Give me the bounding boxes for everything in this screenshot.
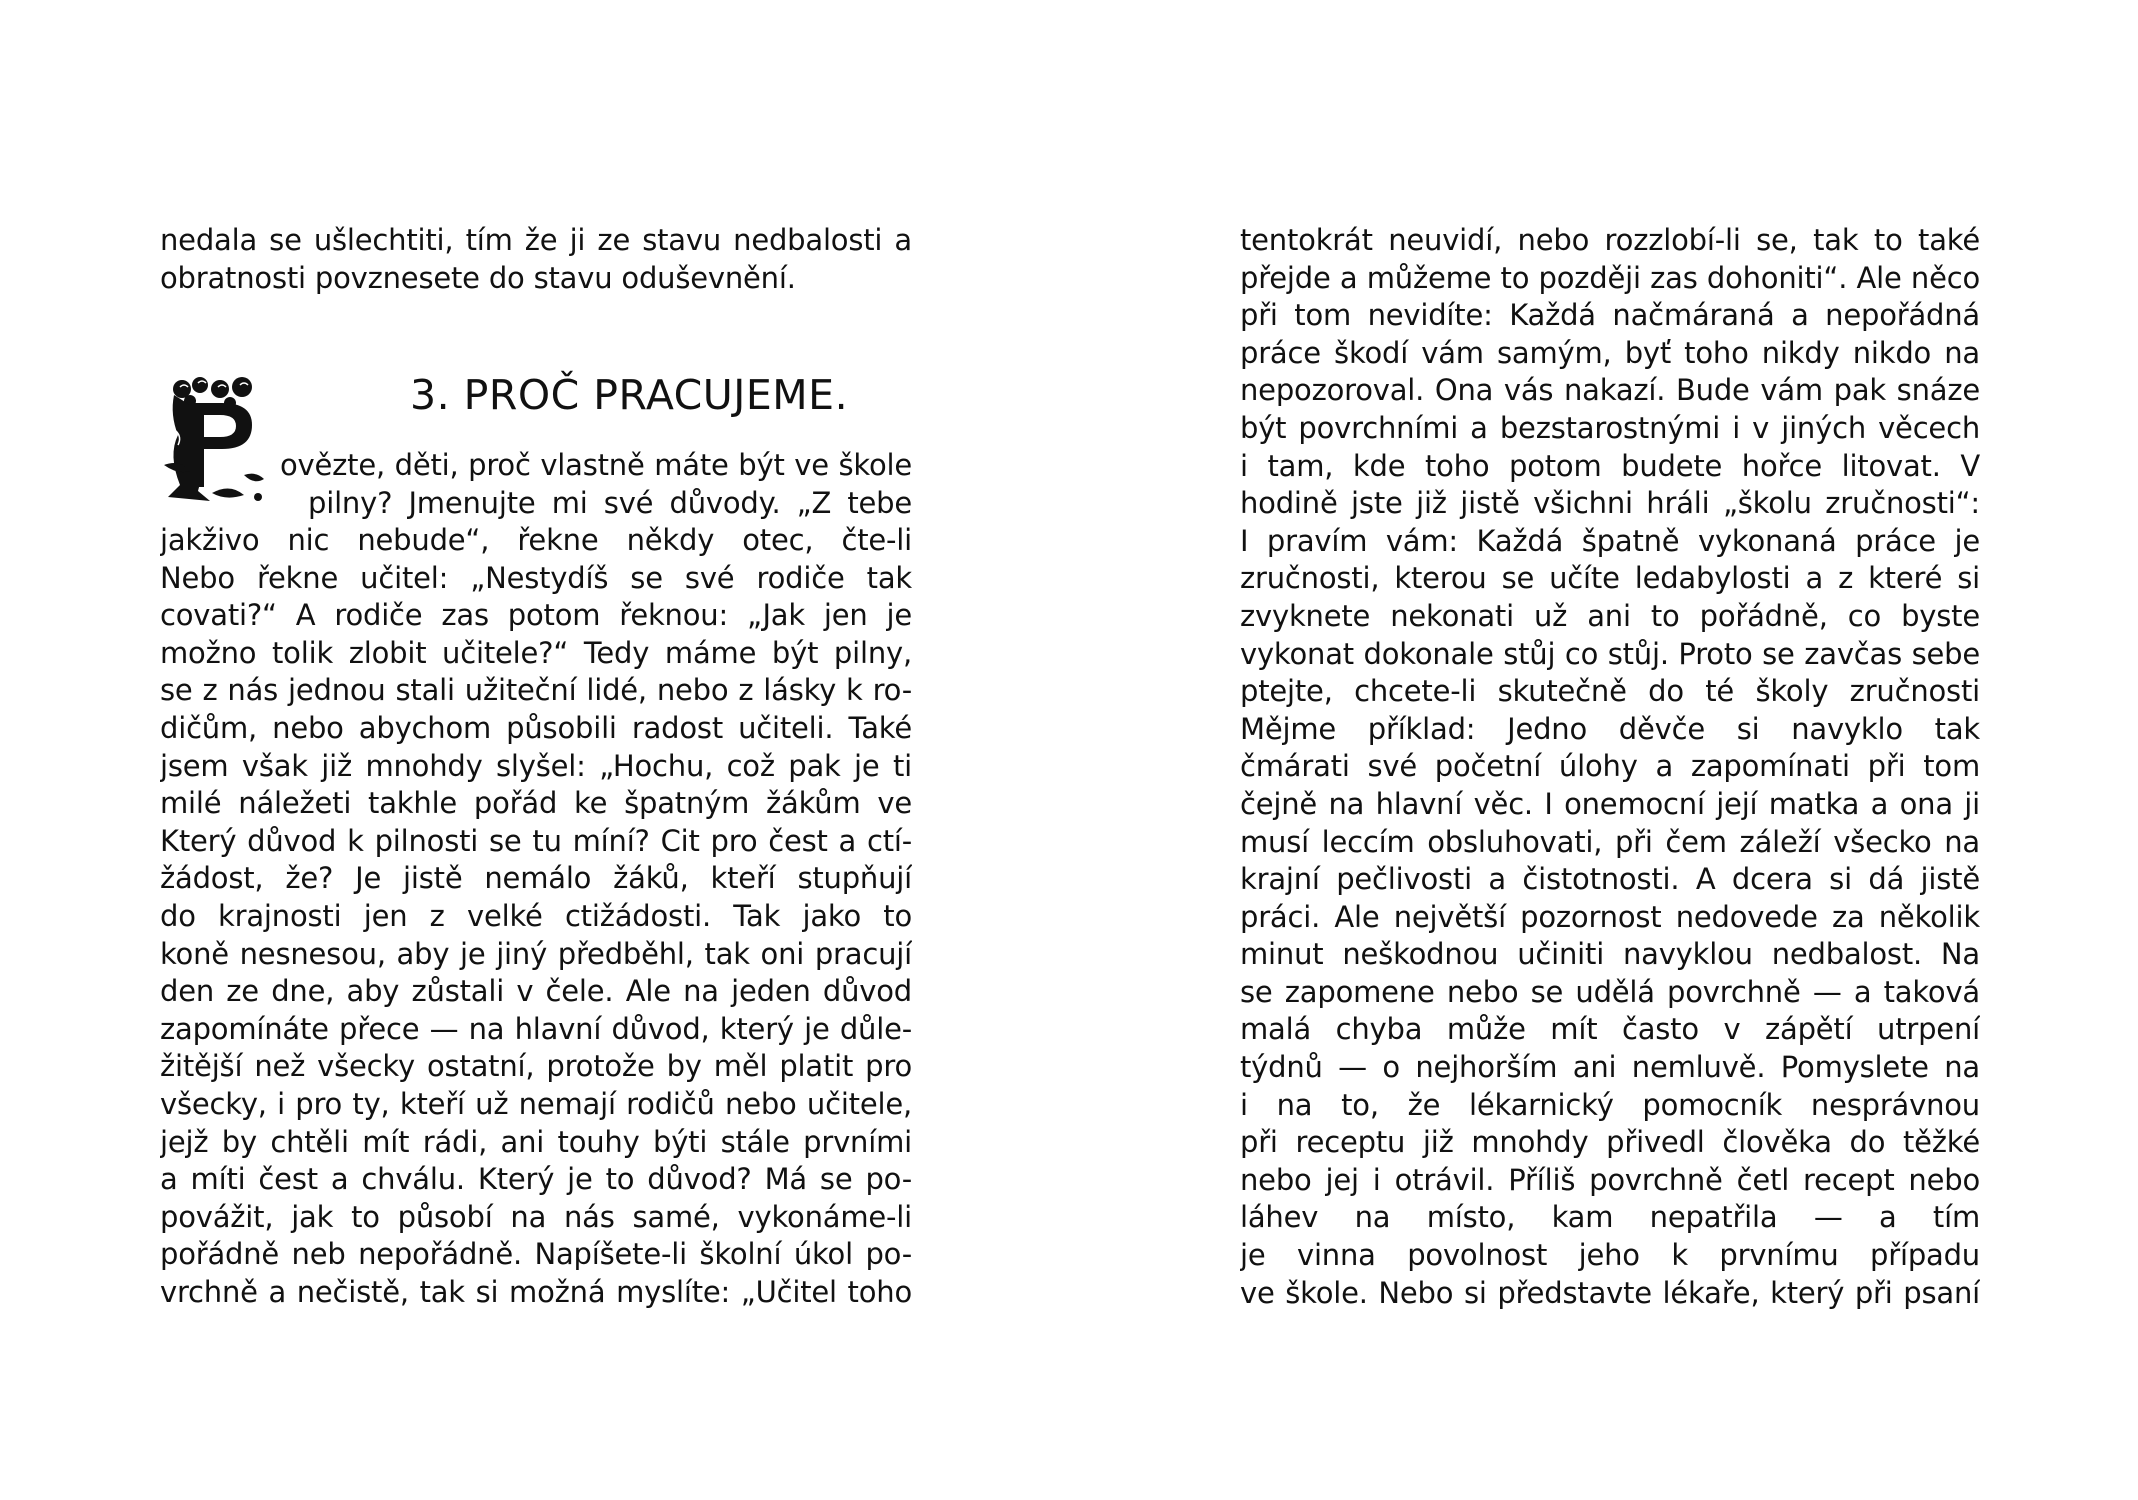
text-line: a míti čest a chválu. Který je to důvod? Má se po- xyxy=(160,1162,912,1197)
text-line: milé náležeti takhle pořád ke špatným žákům ve xyxy=(160,786,912,821)
text-line: se zapomene nebo se udělá povrchně — a taková xyxy=(1240,974,1980,1009)
text-line: týdnů — o nejhorším ani nemluvě. Pomyslete na xyxy=(1240,1050,1980,1085)
indented-text-block xyxy=(280,447,912,522)
text-line: práce škodí vám samým, byť toho nikdy nikdo na xyxy=(1240,335,1980,370)
text-line: tentokrát neuvidí, nebo rozzlobí-li se, tak to také xyxy=(1240,223,1980,257)
text-line: při receptu již mnohdy přivedl člověka do těžké xyxy=(1240,1125,1980,1160)
chapter-heading: 3. PROČ PRACUJEME. xyxy=(410,371,849,419)
text-line: jsem však již mnohdy slyšel: „Hochu, což pak je ti xyxy=(160,748,912,783)
text-line: být povrchními a bezstarostnými i v jiných věcech xyxy=(1240,410,1980,445)
text-line: krajní pečlivosti a čistotnosti. A dcera si dá jistě xyxy=(1240,862,1980,897)
text-line: i tam, kde toho potom budete hořce litovat. V xyxy=(1240,448,1980,483)
text-line: vrchně a nečistě, tak si možná myslíte: „Učitel toho xyxy=(160,1274,912,1309)
right-body-text xyxy=(1240,222,1980,1312)
text-line: je vinna povolnost jeho k prvnímu případu xyxy=(1240,1238,1980,1273)
text-line: do krajnosti jen z velké ctižádosti. Tak jako to xyxy=(160,898,912,933)
text-line: Mějme příklad: Jedno děvče si navyklo tak xyxy=(1240,711,1980,746)
text-line: Nebo řekne učitel: „Nestydíš se své rodiče tak xyxy=(160,560,912,595)
text-line: žitější než všecky ostatní, protože by měl platit pro xyxy=(160,1049,912,1084)
text-line: obratnosti povznesete do stavu oduševnění. xyxy=(160,260,796,295)
text-line: jejž by chtěli mít rádi, ani touhy býti stále prvními xyxy=(160,1124,912,1159)
text-line: koně nesnesou, aby je jiný předběhl, tak oni pracují xyxy=(160,936,912,971)
text-line: nebo jej i otrávil. Příliš povrchně četl recept nebo xyxy=(1240,1162,1980,1197)
text-line: minut neškodnou učiniti navyklou nedbalost. Na xyxy=(1240,937,1980,972)
text-line: přejde a můžeme to později zas dohoniti“. Ale něco xyxy=(1240,260,1980,295)
text-line: se z nás jednou stali užiteční lidé, nebo z lásky k ro- xyxy=(160,673,912,708)
text-line: čejně na hlavní věc. I onemocní její matka a ona ji xyxy=(1240,786,1980,821)
text-line: dičům, nebo abychom působili radost učiteli. Také xyxy=(160,710,912,745)
text-line: zvyknete nekonati už ani to pořádně, co byste xyxy=(1240,598,1980,633)
text-line: i na to, že lékarnický pomocník nesprávnou xyxy=(1240,1087,1980,1122)
text-line: musí leccím obsluhovati, při čem záleží všecko na xyxy=(1240,824,1980,859)
text-line: nedala se ušlechtiti, tím že ji ze stavu nedbalosti a xyxy=(160,223,912,257)
text-line: při tom nevidíte: Každá načmáraná a nepořádná xyxy=(1240,298,1980,333)
text-line: ptejte, chcete-li skutečně do té školy zručnosti xyxy=(1240,674,1980,709)
text-line: ovězte, děti, proč vlastně máte být ve škole xyxy=(280,448,912,482)
text-line: vykonat dokonale stůj co stůj. Proto se zavčas sebe xyxy=(1240,636,1980,671)
decorated-initial-p xyxy=(160,375,280,505)
text-line: zručnosti, kterou se učíte ledabylosti a z které si xyxy=(1240,561,1980,596)
text-line: láhev na místo, kam nepatřila — a tím xyxy=(1240,1200,1980,1235)
text-line: malá chyba může mít často v zápětí utrpení xyxy=(1240,1012,1980,1047)
text-line: Který důvod k pilnosti se tu míní? Cit pro čest a ctí- xyxy=(160,823,912,858)
text-line: zapomínáte přece — na hlavní důvod, který je důle- xyxy=(160,1011,912,1046)
left-intro-text xyxy=(160,222,912,297)
text-line: možno tolik zlobit učitele?“ Tedy máme být pilny, xyxy=(160,635,912,670)
text-line: covati?“ A rodiče zas potom řeknou: „Jak jen je xyxy=(160,598,912,633)
text-line: I pravím vám: Každá špatně vykonaná práce je xyxy=(1240,523,1980,558)
left-body-text xyxy=(160,522,912,1311)
text-line: nepozoroval. Ona vás nakazí. Bude vám pak snáze xyxy=(1240,373,1980,408)
text-line: všecky, i pro ty, kteří už nemají rodičů nebo učitele, xyxy=(160,1086,912,1121)
text-line: jakživo nic nebude“, řekne někdy otec, čte-li xyxy=(160,523,912,557)
text-line: práci. Ale největší pozornost nedovede za několik xyxy=(1240,899,1980,934)
text-line: povážit, jak to působí na nás samé, vykonáme-li xyxy=(160,1199,912,1234)
text-line: pořádně neb nepořádně. Napíšete-li školní úkol po- xyxy=(160,1237,912,1272)
text-line: ve škole. Nebo si představte lékaře, který při psaní xyxy=(1240,1275,1980,1310)
text-line: pilny? Jmenujte mi své důvody. „Z tebe xyxy=(308,485,912,520)
text-line: žádost, že? Je jistě nemálo žáků, kteří stupňují xyxy=(160,861,912,896)
text-line: hodině jste již jistě všichni hráli „školu zručnosti“: xyxy=(1240,486,1980,521)
text-line: čmárati své početní úlohy a zapomínati při tom xyxy=(1240,749,1980,784)
text-line: den ze dne, aby zůstali v čele. Ale na jeden důvod xyxy=(160,974,912,1009)
